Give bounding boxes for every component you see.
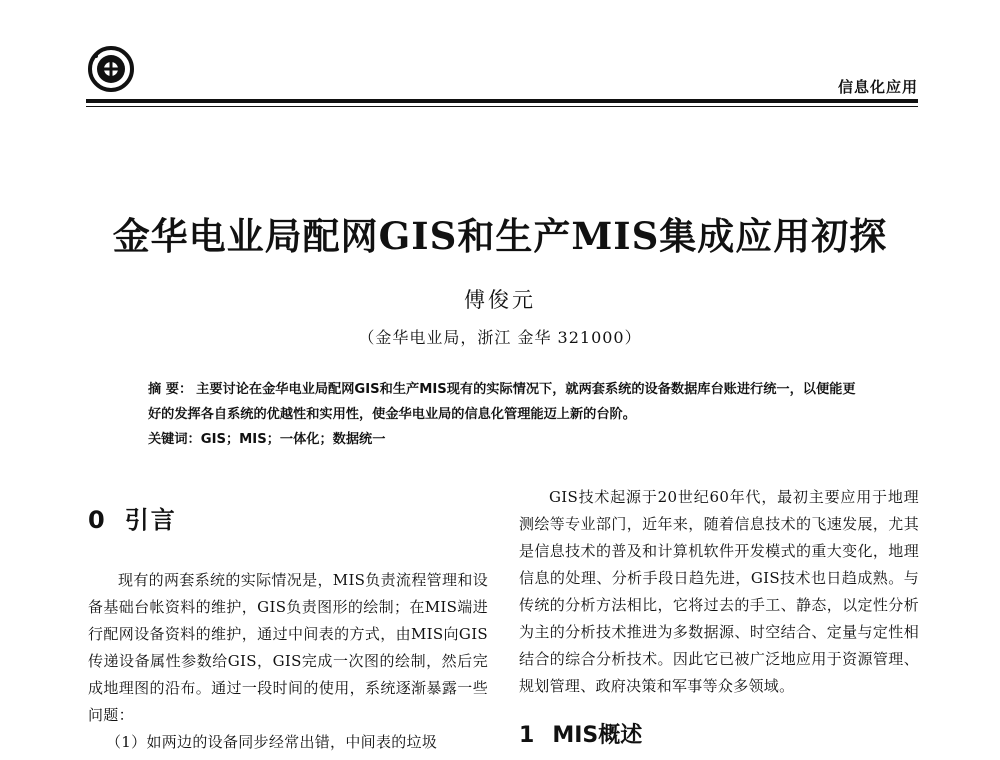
paper-title: 金华电业局配网GIS和生产MIS集成应用初探 (112, 214, 888, 258)
section-number: 0 (88, 506, 107, 534)
abstract-text: 主要讨论在金华电业局配网GIS和生产MIS现有的实际情况下，就两套系统的设备数据库台账进行统一，以便能更好的发挥各自系统的优越性和实用性，使金华电业局的信息化管理能迈上新的台阶。 (148, 382, 856, 422)
abstract-label: 摘 要： (148, 382, 193, 397)
header-rule-thick (86, 99, 918, 103)
paper-author: 傅俊元 (464, 288, 536, 312)
abstract (148, 377, 868, 427)
keywords (148, 427, 868, 452)
journal-logo-icon (88, 46, 134, 92)
left-column (88, 500, 488, 756)
intro-paragraph-2: （1）如两边的设备同步经常出错，中间表的垃圾 (106, 733, 438, 751)
header-rule-thin (86, 106, 918, 107)
intro-paragraph-1: 现有的两套系统的实际情况是，MIS负责流程管理和设备基础台帐资料的维护，GIS负责图形的绘制；在MIS端进行配网设备资料的维护，通过中间表的方式，由MIS向GIS传递设备属性参数给GIS，GIS完成一次图的绘制，然后完成地理图的沿布。通过一段时间的使用，系统逐渐暴露一些问题： (88, 571, 488, 724)
section-number: 1 (519, 723, 535, 748)
gis-paragraph: GIS技术起源于20世纪60年代，最初主要应用于地理测绘等专业部门，近年来，随着信息技术的飞速发展，尤其是信息技术的普及和计算机软件开发模式的重大变化，地理信息的处理、分析手段日趋先进，GIS技术也日趋成熟。与传统的分析方法相比，它将过去的手工、静态，以定性分析为主的分析技术推进为多数据源、时空结合、定量与定性相结合的综合分析技术。因此它已被广泛地应用于资源管理、规划管理、政府决策和军事等众多领域。 (519, 488, 919, 695)
keywords-label: 关键词： (148, 432, 201, 447)
paper-affiliation: （金华电业局，浙江 金华 321000） (358, 328, 642, 347)
section-heading-mis (519, 718, 919, 749)
section-title: MIS概述 (552, 723, 643, 748)
right-column (519, 484, 919, 749)
section-heading-intro (88, 500, 488, 535)
abstract-block (148, 377, 868, 452)
keywords-text: GIS；MIS；一体化；数据统一 (200, 432, 386, 447)
section-title: 引言 (124, 506, 177, 534)
journal-section-label: 信息化应用 (837, 78, 918, 96)
